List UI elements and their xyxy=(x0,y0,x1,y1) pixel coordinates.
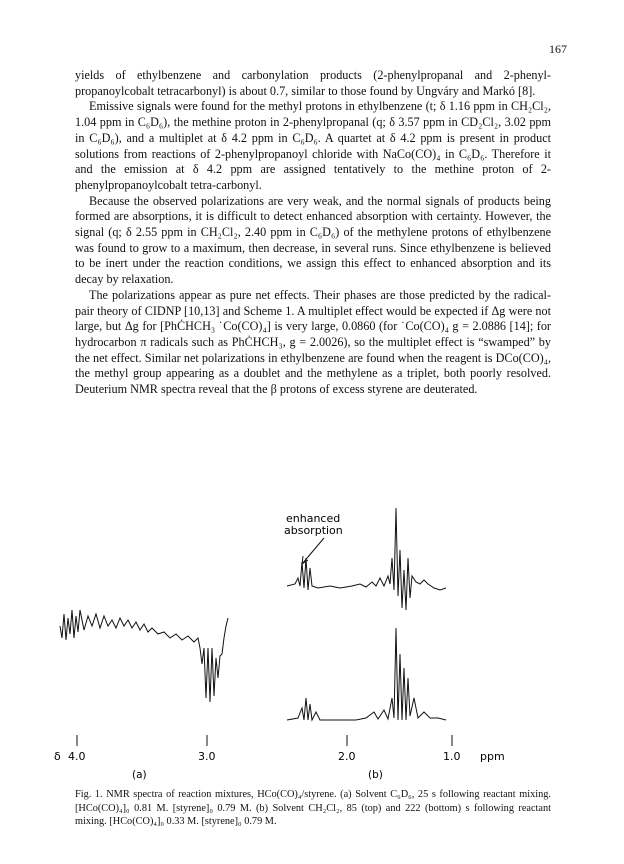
spectrum-b-bottom xyxy=(287,628,446,720)
paragraph-2: Emissive signals were found for the methyl protons in ethylbenzene (t; δ 1.16 ppm in CH₂Cl₂, 1.04 ppm in C₆D₆), the methine proton in 2-phenylpropanal (q; δ 3.57 ppm in CD₂Cl₂, 3.02 ppm in C₆D₆), and a multiplet at δ 4.2 ppm in C₆D₆. A quartet at δ 4.2 ppm is present in product solutions from reactions of 2-phenylpropanoyl chloride with NaCo(CO)₄ in C₆D₆. Therefore it and the emission at δ 4.2 ppm are assigned tentatively to the methine proton of 2-phenylpropanoylcobalt tetra-carbonyl. xyxy=(75,99,551,192)
tick-label-4.0: 4.0 xyxy=(68,750,86,763)
annotation-line-1: enhanced xyxy=(286,512,341,525)
tick-label-3.0: 3.0 xyxy=(198,750,216,763)
panel-b-label: (b) xyxy=(368,769,383,781)
paragraph-3: Because the observed polarizations are very weak, and the normal signals of products being formed are absorptions, it is difficult to detect enhanced absorption with certainty. However, the signal (q; δ 2.55 ppm in CH₂Cl₂, 2.40 ppm in C₆D₆) of the methylene protons of ethylbenzene was found to grow to a maximum, then decrease, in several runs. Since ethylbenzene is believed to be inert under the reaction conditions, we assign this effect to enhanced absorption and its decay by relaxation. xyxy=(75,193,551,287)
tick-label-1.0: 1.0 xyxy=(443,750,461,763)
spectrum-a xyxy=(60,610,228,702)
nmr-spectra-drawing xyxy=(40,498,600,788)
caption-label: Fig. 1. xyxy=(75,789,103,800)
nmr-figure xyxy=(40,498,600,788)
figure-caption xyxy=(75,788,551,829)
panel-a-label: (a) xyxy=(132,769,147,781)
body-text xyxy=(75,68,551,398)
axis-unit: ppm xyxy=(480,750,505,763)
annotation-arrow xyxy=(302,538,324,564)
paragraph-4: The polarizations appear as pure net effects. Their phases are those predicted by the radical-pair theory of CIDNP [10,13] and Scheme 1. A multiplet effect would be expected if Δg were not large, but Δg for [PhĊHCH₃ ˙Co(CO)₄] is very large, 0.0860 (for ˙Co(CO)₄ g = 2.0886 [14]; for hydrocarbon π radicals such as PhĊHCH₃, g = 2.0026), so the multiplet effect is “swamped” by the net effect. Similar net polarizations in ethylbenzene are found when the reagent is DCo(CO)₄, the methyl group appearing as a doublet and the methylene as a triplet, both poorly resolved. Deuterium NMR spectra reveal that the β protons of excess styrene are deuterated. xyxy=(75,287,551,397)
paragraph-1: yields of ethylbenzene and carbonylation products (2-phenylpropanal and 2-phenyl-propanoylcobalt tetracarbonyl) is about 0.7, similar to those found by Ungváry and Markó [8]. xyxy=(75,68,551,98)
page-number: 167 xyxy=(549,42,567,56)
caption-text: NMR spectra of reaction mixtures, HCo(CO)₄/styrene. (a) Solvent C₆D₆, 25 s following reactant mixing. [HCo(CO)₄]₀ 0.81 M. [styrene]₀ 0.79 M. (b) Solvent CH₂Cl₂, 85 (top) and 222 (bottom) s following reactant mixing. [HCo(CO)₄]₀ 0.33 M. [styrene]₀ 0.79 M. xyxy=(75,789,551,827)
tick-label-2.0: 2.0 xyxy=(338,750,356,763)
annotation-line-2: absorption xyxy=(284,524,343,537)
delta-symbol: δ xyxy=(54,750,61,763)
